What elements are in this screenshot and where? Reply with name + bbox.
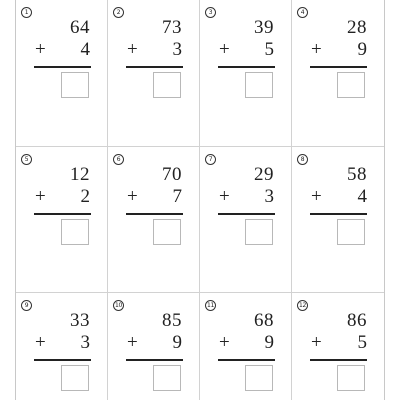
- sum-line: [310, 213, 367, 215]
- plus-sign: +: [311, 186, 322, 207]
- problem-number-badge: 7: [205, 154, 216, 165]
- addend-top: 86: [347, 310, 367, 331]
- addend-bottom: 3: [172, 39, 182, 60]
- sum-line: [34, 66, 91, 68]
- addend-bottom: 9: [172, 332, 182, 353]
- problem-number-badge: 11: [206, 302, 215, 309]
- answer-box[interactable]: [153, 365, 181, 391]
- plus-sign: +: [35, 332, 46, 353]
- plus-sign: +: [127, 186, 138, 207]
- answer-box[interactable]: [337, 219, 365, 245]
- addend-top: 12: [70, 164, 90, 185]
- problem-grid: [16, 0, 384, 400]
- addend-top: 29: [254, 164, 274, 185]
- addend-top: 33: [70, 310, 90, 331]
- addend-bottom: 3: [80, 332, 90, 353]
- sum-line: [126, 213, 183, 215]
- worksheet: [15, 0, 385, 400]
- plus-sign: +: [35, 186, 46, 207]
- problem-number-badge: 10: [114, 302, 123, 309]
- addend-top: 58: [347, 164, 367, 185]
- answer-box[interactable]: [153, 219, 181, 245]
- problem-number-badge: 3: [205, 7, 216, 18]
- sum-line: [218, 359, 275, 361]
- plus-sign: +: [35, 39, 46, 60]
- problem-number-badge: 6: [113, 154, 124, 165]
- problem-number-badge: 1: [21, 7, 32, 18]
- addend-top: 64: [70, 17, 90, 38]
- addend-top: 68: [254, 310, 274, 331]
- answer-box[interactable]: [61, 72, 89, 98]
- plus-sign: +: [219, 186, 230, 207]
- problem-number-badge: 8: [297, 154, 308, 165]
- addend-top: 39: [254, 17, 274, 38]
- plus-sign: +: [219, 39, 230, 60]
- problem-cell: [292, 0, 384, 147]
- problem-cell: [292, 293, 384, 400]
- answer-box[interactable]: [245, 219, 273, 245]
- addend-top: 73: [162, 17, 182, 38]
- answer-box[interactable]: [153, 72, 181, 98]
- plus-sign: +: [311, 39, 322, 60]
- sum-line: [218, 213, 275, 215]
- problem-cell: [292, 147, 384, 293]
- sum-line: [34, 213, 91, 215]
- answer-box[interactable]: [245, 365, 273, 391]
- addend-bottom: 3: [264, 186, 274, 207]
- plus-sign: +: [127, 39, 138, 60]
- answer-box[interactable]: [61, 365, 89, 391]
- problem-cell: [200, 0, 292, 147]
- plus-sign: +: [219, 332, 230, 353]
- problem-number-badge: 9: [21, 300, 32, 311]
- answer-box[interactable]: [245, 72, 273, 98]
- addend-bottom: 5: [357, 332, 367, 353]
- sum-line: [34, 359, 91, 361]
- addend-top: 70: [162, 164, 182, 185]
- problem-cell: [16, 147, 108, 293]
- sum-line: [126, 359, 183, 361]
- answer-box[interactable]: [337, 72, 365, 98]
- problem-number-badge: 2: [113, 7, 124, 18]
- sum-line: [126, 66, 183, 68]
- sum-line: [310, 359, 367, 361]
- addend-bottom: 5: [264, 39, 274, 60]
- problem-cell: [200, 147, 292, 293]
- addend-bottom: 9: [264, 332, 274, 353]
- problem-cell: [16, 293, 108, 400]
- plus-sign: +: [311, 332, 322, 353]
- addend-bottom: 4: [357, 186, 367, 207]
- answer-box[interactable]: [61, 219, 89, 245]
- addend-bottom: 4: [80, 39, 90, 60]
- problem-cell: [108, 147, 200, 293]
- answer-box[interactable]: [337, 365, 365, 391]
- problem-cell: [200, 293, 292, 400]
- plus-sign: +: [127, 332, 138, 353]
- addend-top: 28: [347, 17, 367, 38]
- problem-cell: [108, 293, 200, 400]
- addend-bottom: 9: [357, 39, 367, 60]
- sum-line: [218, 66, 275, 68]
- addend-bottom: 7: [172, 186, 182, 207]
- problem-cell: [108, 0, 200, 147]
- problem-number-badge: 4: [297, 7, 308, 18]
- problem-number-badge: 5: [21, 154, 32, 165]
- addend-top: 85: [162, 310, 182, 331]
- addend-bottom: 2: [80, 186, 90, 207]
- problem-number-badge: 12: [298, 302, 307, 309]
- problem-cell: [16, 0, 108, 147]
- sum-line: [310, 66, 367, 68]
